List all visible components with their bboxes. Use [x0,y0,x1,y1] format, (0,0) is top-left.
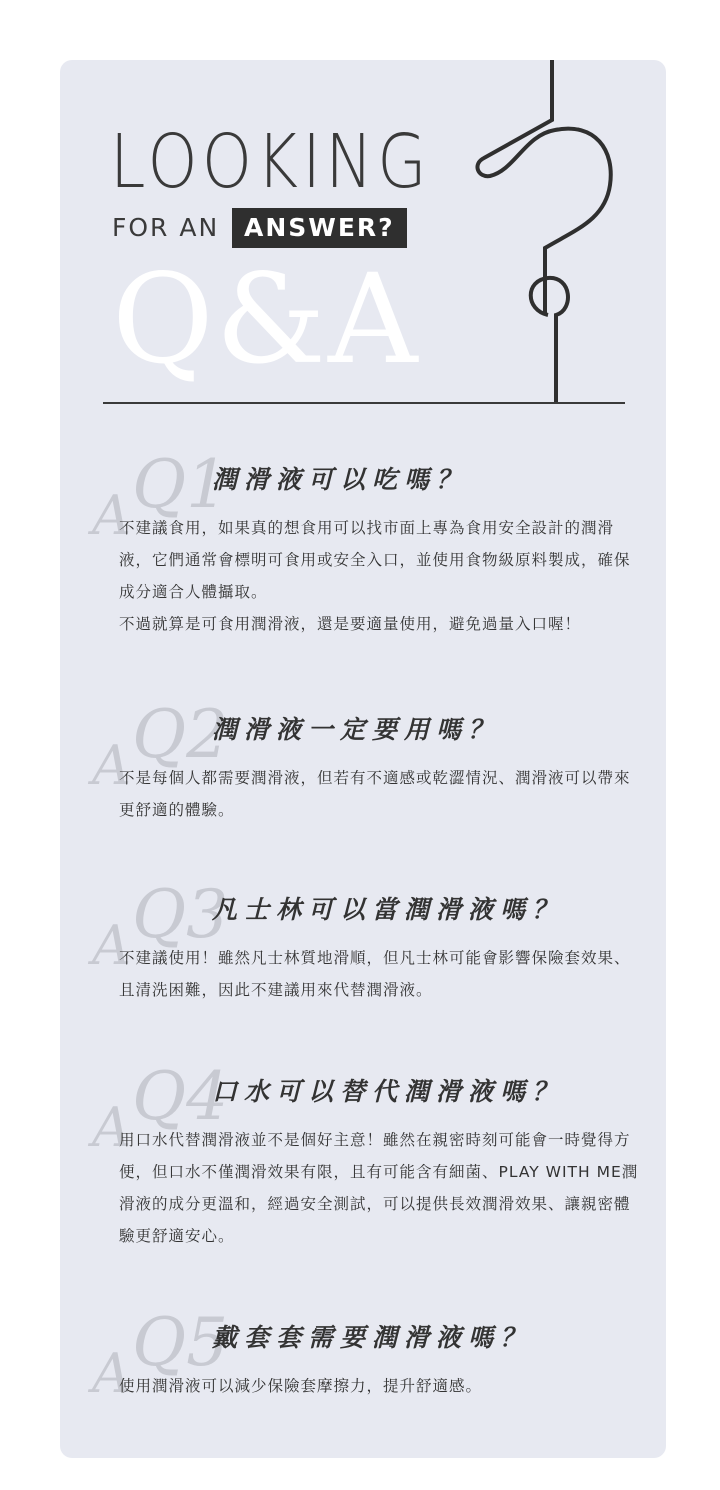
answer-mark: A [92,484,131,547]
question-mark-icon [470,60,630,410]
header-subtitle-prefix: FOR AN [112,213,220,242]
header-subtitle-highlight: ANSWER? [232,208,407,248]
header-divider [103,402,625,404]
header-title: LOOKING [110,119,431,205]
question-number: Q4 [132,1058,229,1135]
answer-text [119,942,644,1006]
question-number: Q1 [132,446,229,523]
question-title: 口水可以替代潤滑液嗎？ [212,1077,565,1106]
question-number: Q5 [132,1304,229,1381]
question-number: Q2 [132,696,229,773]
answer-mark: A [92,914,131,977]
answer-text [119,1370,644,1402]
answer-paragraph: 不建議使用！雖然凡士林質地滑順，但凡士林可能會影響保險套效果、且清洗困難，因此不建議用來代替潤滑液。 [119,949,631,999]
answer-paragraph: 不過就算是可食用潤滑液，還是要適量使用，避免過量入口喔！ [119,615,582,633]
answer-paragraph: 不是每個人都需要潤滑液，但若有不適感或乾澀情況、潤滑液可以帶來更舒適的體驗。 [119,769,631,819]
question-title: 戴套套需要潤滑液嗎？ [212,1323,533,1352]
question-number: Q3 [132,876,229,953]
answer-text [119,512,644,640]
answer-text [119,762,644,826]
answer-text [119,1124,644,1252]
question-title: 凡士林可以當潤滑液嗎？ [212,895,565,924]
answer-paragraph: 使用潤滑液可以減少保險套摩擦力，提升舒適感。 [119,1377,483,1395]
answer-paragraph: 不建議食用，如果真的想食用可以找市面上專為食用安全設計的潤滑液，它們通常會標明可食用或安全入口，並使用食物級原料製成，確保成分適合人體攝取。 [119,519,631,601]
answer-paragraph: 用口水代替潤滑液並不是個好主意！雖然在親密時刻可能會一時覺得方便，但口水不僅潤滑效果有限，且有可能含有細菌、PLAY WITH ME潤滑液的成分更溫和，經過安全測試，可以提供長效潤滑效果、讓親密體驗更舒適安心。 [119,1131,639,1245]
question-title: 潤滑液可以吃嗎？ [212,465,469,494]
question-title: 潤滑液一定要用嗎？ [212,715,501,744]
qa-watermark: Q&A [112,248,420,392]
answer-mark: A [92,1096,131,1159]
answer-mark: A [92,1342,131,1405]
answer-mark: A [92,734,131,797]
